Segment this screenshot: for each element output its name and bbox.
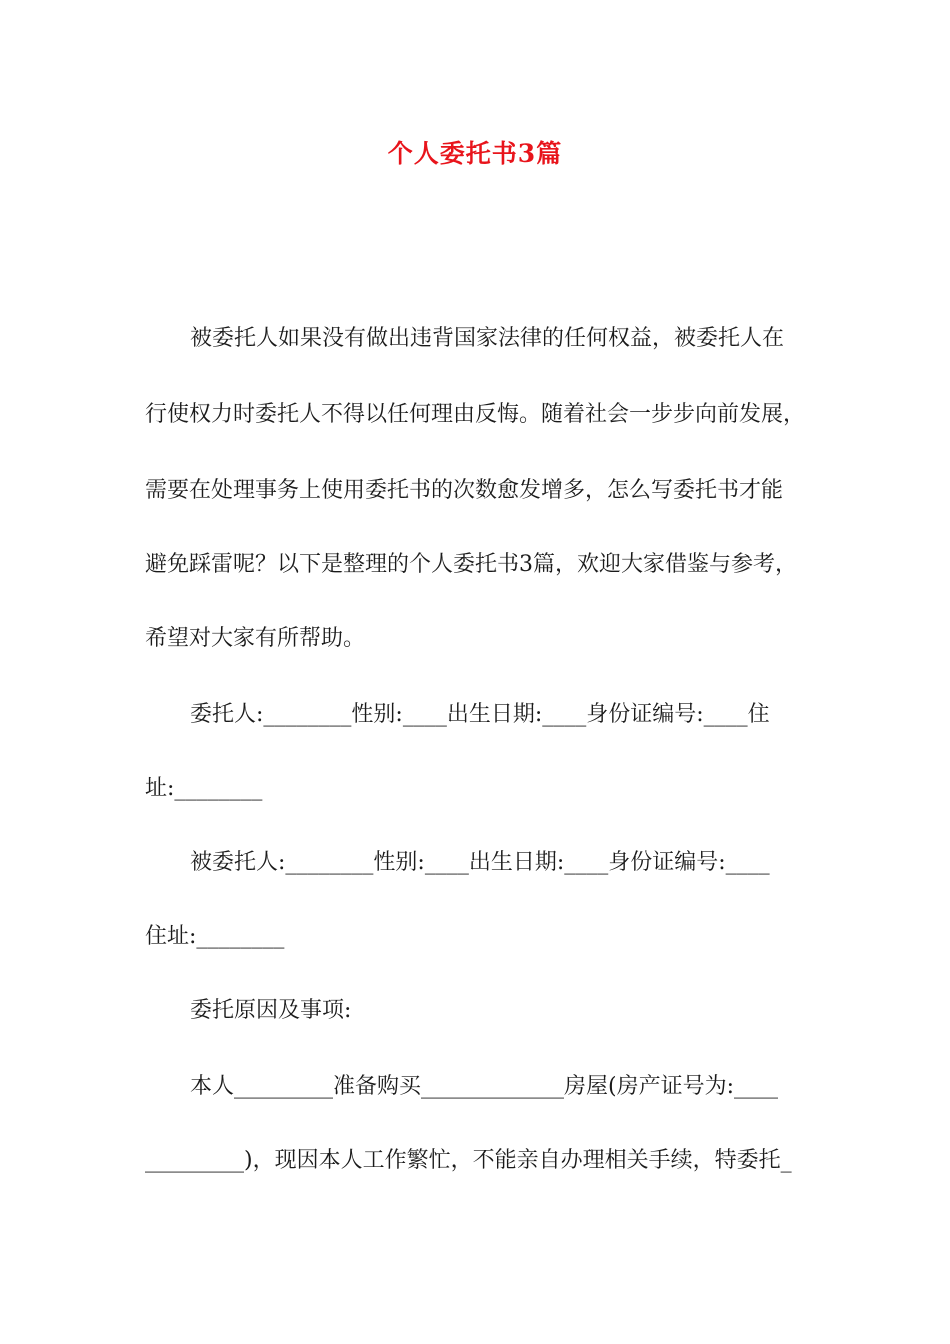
intro-line-4: 避免踩雷呢？以下是整理的个人委托书3篇，欢迎大家借鉴与参考，: [145, 552, 797, 577]
document-title: 个人委托书3篇: [387, 139, 563, 168]
intro-line-3: 需要在处理事务上使用委托书的次数愈发增多，怎么写委托书才能: [145, 478, 784, 503]
intro-line-5: 希望对大家有所帮助。: [145, 626, 366, 651]
reason-heading: 委托原因及事项:: [190, 998, 352, 1023]
principal-line-2: 址:________: [145, 776, 263, 801]
agent-line-2: 住址:________: [145, 924, 285, 949]
intro-line-2: 行使权力时委托人不得以任何理由反悔。随着社会一步步向前发展，: [145, 402, 806, 427]
agent-line-1: 被委托人:________性别:____出生日期:____身份证编号:____: [190, 850, 770, 875]
intro-line-1: 被委托人如果没有做出违背国家法律的任何权益，被委托人在: [190, 326, 785, 351]
principal-line-1: 委托人:________性别:____出生日期:____身份证编号:____住: [190, 702, 770, 727]
body-line-2: _________)，现因本人工作繁忙，不能亲自办理相关手续，特委托_: [145, 1148, 792, 1173]
body-line-1: 本人_________准备购买_____________房屋(房产证号为:____: [190, 1074, 778, 1099]
